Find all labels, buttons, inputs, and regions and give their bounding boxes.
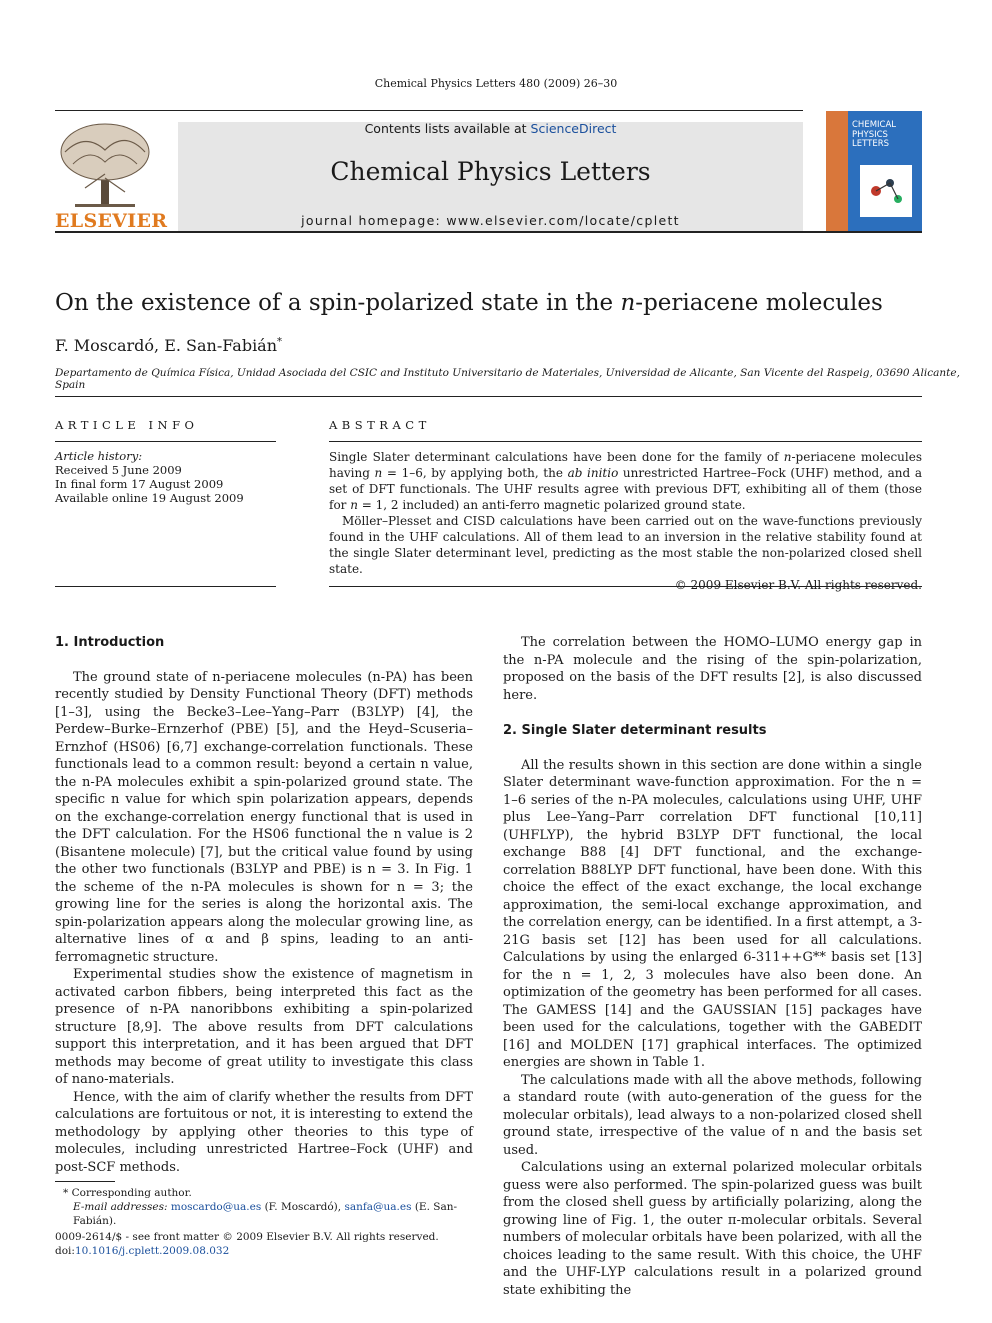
article-info-heading: ARTICLE INFO <box>55 418 199 432</box>
corresponding-author-mark[interactable]: * <box>277 336 283 348</box>
contents-line <box>178 121 803 136</box>
issn-line: 0009-2614/$ - see front matter © 2009 Elsevier B.V. All rights reserved. <box>55 1231 439 1243</box>
journal-title: Chemical Physics Letters <box>330 157 651 186</box>
journal-cover-image <box>826 111 922 231</box>
corresponding-footnote: * Corresponding author. <box>63 1187 192 1199</box>
abstract-heading: ABSTRACT <box>329 418 431 432</box>
elsevier-wordmark: ELSEVIER <box>55 210 168 232</box>
abstract-paragraph-2: Möller–Plesset and CISD calculations have been carried out on the wave-functions previously found in the UHF calculations. All of them lead to an inversion in the relative stability found at the single Slater determinant level, predicting as the most stable the non-polarized closed shell state. <box>329 514 922 576</box>
abstract-paragraph-1: Single Slater determinant calculations have been done for the family of n-periacene molecules having n = 1–6, by applying both, the ab initio unrestricted Hartree–Fock (UHF) method, and a set of DFT functionals. The UHF results agree with previous DFT, exhibiting all of them (those for n = 1, 2 included) an anti-ferro magnetic polarized ground state. <box>329 450 922 512</box>
masthead-bottom-rule <box>55 231 922 233</box>
section-heading-introduction: 1. Introduction <box>55 635 165 650</box>
article-info-rule <box>55 441 276 442</box>
cover-title: CHEMICAL PHYSICS LETTERS <box>852 120 897 149</box>
footnotes <box>55 1186 485 1228</box>
cover-graphic <box>856 161 916 221</box>
top-rule <box>55 110 803 111</box>
affiliation: Departamento de Química Física, Unidad Asociada del CSIC and Instituto Universitario de Materiales, Universidad de Alicante, San Vicente del Raspeig, 03690 Alicante, Spain <box>55 367 960 391</box>
front-matter <box>55 1230 485 1258</box>
doi-link[interactable]: 10.1016/j.cplett.2009.08.032 <box>74 1245 230 1257</box>
sciencedirect-link[interactable]: ScienceDirect <box>530 121 617 136</box>
header-rule <box>55 396 922 397</box>
running-head: Chemical Physics Letters 480 (2009) 26–30 <box>374 77 618 90</box>
sec2-paragraph-1: All the results shown in this section are done within a single Slater determinant wave-function approximation. For the n = 1–6 series of the n-PA molecules, calculations using UHF, UHF plus Lee–Yang–Parr correlation DFT functional [10,11] (UHFLYP), the hybrid B3LYP DFT functional, the local exchange B88 [4] DFT functional, and the exchange-correlation B88LYP DFT functional, have been done. With this choice the effect of the exact exchange, the local exchange approximation, the semi-local exchange approximation, and the correlation energy, can be identified. In a first attempt, a 3-21G basis set [12] has been used for all calculations. Calculations by using the enlarged 6-311++G** basis set [13] for the n = 1, 2, 3 molecules have also been done. An optimization of the geometry has been performed for all cases. The GAMESS [14] and the GAUSSIAN [15] packages have been used for the calculations, together with the GABEDIT [16] and MOLDEN [17] graphical interfaces. The optimized energies are shown in Table 1. <box>503 757 922 1070</box>
article-title: On the existence of a spin-polarized state in the n-periacene molecules <box>55 290 883 316</box>
intro-paragraph-4: The correlation between the HOMO–LUMO energy gap in the n-PA molecule and the rising of the spin-polarization, proposed on the basis of the DFT results [2], is also discussed here. <box>503 635 922 703</box>
doi-line: doi:10.1016/j.cplett.2009.08.032 <box>55 1245 230 1257</box>
intro-paragraph-3: Hence, with the aim of clarify whether the results from DFT calculations are fortuitous or not, it is interesting to extend the methodology by applying other theories to this type of molecules, including unrestricted Hartree–Fock (UHF) and post-SCF methods. <box>55 1089 473 1175</box>
elsevier-tree-logo <box>55 122 155 210</box>
footnote-rule <box>55 1181 115 1182</box>
article-info-bottom-rule <box>55 586 276 587</box>
journal-homepage[interactable]: journal homepage: www.elsevier.com/locate/cplett <box>301 213 680 228</box>
copyright: © 2009 Elsevier B.V. All rights reserved. <box>674 578 922 592</box>
intro-paragraph-1: The ground state of n-periacene molecules (n-PA) has been recently studied by Density Functional Theory (DFT) methods [1–3], using the Becke3–Lee–Yang–Parr (B3LYP) [4], the Perdew–Burke–Ernzerhof (PBE) [5], and the Heyd–Scuseria–Ernzhof (HS06) [6,7] exchange-correlation functionals. These functionals lead to a common result: beyond a certain n value, the n-PA molecules exhibit a spin-polarized ground state. The specific n value for which spin polarization appears, depends on the exchange-correlation energy functional that is used in the DFT calculation. For the HS06 functional the n value is 2 (Bisantene molecule) [7], but the critical value found by using the other two functionals (B3LYP and PBE) is n = 3. In Fig. 1 the scheme of the n-PA molecules is shown for n = 3; the growing line for the series is along the horizontal axis. The spin-polarization appears along the molecular growing line, as alternative lines of α and β spins, leading to an anti-ferromagnetic structure. <box>55 669 473 965</box>
abstract-rule <box>329 441 922 442</box>
authors: F. Moscardó, E. San-Fabián* <box>55 336 283 355</box>
contents-prefix: Contents lists available at <box>364 121 531 136</box>
left-column <box>55 634 473 1176</box>
cover-strip <box>826 111 848 231</box>
right-column <box>503 634 922 1299</box>
email-link-sanfa[interactable]: sanfa@ua.es <box>344 1201 412 1213</box>
section-heading-2: 2. Single Slater determinant results <box>503 723 767 738</box>
abstract-body <box>329 449 922 593</box>
intro-paragraph-2: Experimental studies show the existence of magnetism in activated carbon fibbers, being interpreted this fact as the presence of n-PA nanoribbons exhibiting a spin-polarized structure [8,9]. The above results from DFT calculations support this interpretation, and it has been argued that DFT methods may become of great utility to investigate this class of nano-materials. <box>55 967 473 1087</box>
sec2-paragraph-2: The calculations made with all the above methods, following a standard route (with auto-generation of the guess for the molecular orbitals), lead always to a non-polarized closed shell ground state, irrespective of the value of n and the basis set used. <box>503 1072 922 1158</box>
sec2-paragraph-3: Calculations using an external polarized molecular orbitals guess were also performed. The spin-polarized guess was built from the closed shell guess by artificially polarizing, along the growing line of Fig. 1, the outer π-molecular orbitals. Several numbers of molecular orbitals have been polarized, with all the choices leading to the same result. With this choice, the UHF and the UHF-LYP calculations result in a polarized ground state exhibiting the <box>503 1160 922 1298</box>
article-history: Article history: Received 5 June 2009 In final form 17 August 2009 Available online 19 August 2009 <box>55 449 244 505</box>
abstract-bottom-rule <box>329 586 922 587</box>
email-footnote: E-mail addresses: moscardo@ua.es (F. Moscardó), sanfa@ua.es (E. San-Fabián). <box>73 1201 458 1227</box>
email-link-moscardo[interactable]: moscardo@ua.es <box>170 1201 262 1213</box>
